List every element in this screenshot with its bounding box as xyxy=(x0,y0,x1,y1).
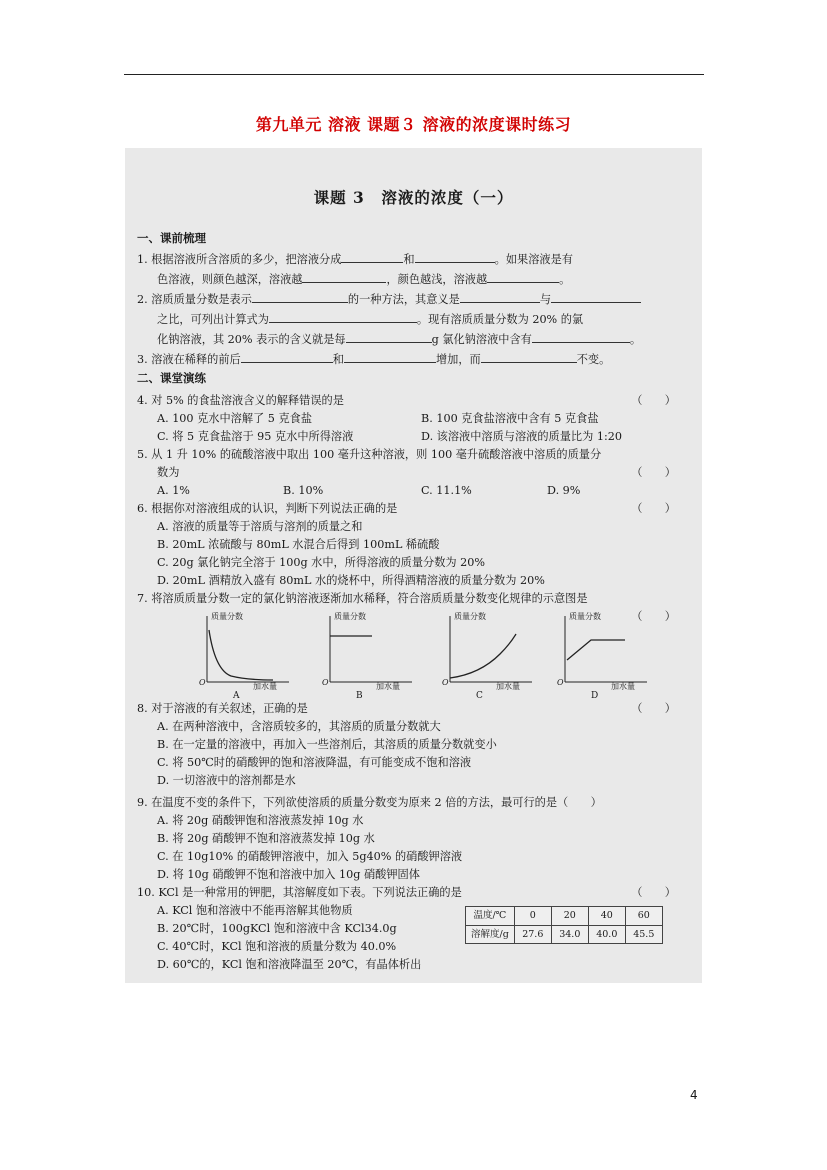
graph-option-d[interactable] xyxy=(555,608,655,703)
graph-letter: D xyxy=(591,691,599,701)
option-9a: A. 将 20g 硝酸钾饱和溶液蒸发掉 10g 水 xyxy=(157,814,364,827)
question-1-line-1: 1. 根据溶液所含溶质的多少，把溶液分成 和 。如果溶液是有 xyxy=(137,250,573,269)
answer-blank[interactable] xyxy=(346,330,432,343)
page-number: 4 xyxy=(690,1088,698,1102)
table-row-header: 溶解度/g xyxy=(466,925,515,944)
lesson-title: 课题 3 溶液的浓度（一） xyxy=(313,188,514,207)
scanned-worksheet xyxy=(125,148,702,983)
question-2-line-3: 化钠溶液，其 20% 表示的含义就是每 g 氯化钠溶液中含有 。 xyxy=(157,330,641,349)
answer-paren[interactable]: （ ） xyxy=(631,502,676,515)
answer-paren[interactable]: （ ） xyxy=(631,886,676,899)
graph-origin: O xyxy=(442,678,449,687)
answer-paren[interactable]: （ ） xyxy=(631,466,676,479)
document-title: 第九单元 溶液 课题３ 溶液的浓度课时练习 xyxy=(255,115,572,134)
table-cell: 34.0 xyxy=(551,925,588,944)
graph-letter: B xyxy=(356,691,363,701)
answer-paren[interactable]: （ ） xyxy=(631,394,676,407)
option-4c: C. 将 5 克食盐溶于 95 克水中所得溶液 xyxy=(157,430,354,443)
answer-blank[interactable] xyxy=(341,250,403,263)
answer-paren[interactable]: （ ） xyxy=(631,702,676,715)
graph-y-label: 质量分数 xyxy=(211,612,243,621)
option-5c: C. 11.1% xyxy=(421,484,472,497)
table-row xyxy=(466,907,663,926)
graph-x-label: 加水量 xyxy=(611,682,635,691)
question-5-line-1: 5. 从 1 升 10% 的硫酸溶液中取出 100 毫升这种溶液，则 100 毫升硫酸溶液中溶质的质量分 xyxy=(137,448,602,461)
option-10b: B. 20℃时，100gKCl 饱和溶液中含 KCl34.0g xyxy=(157,922,397,935)
answer-blank[interactable] xyxy=(481,350,577,363)
question-5-line-2: 数为 xyxy=(157,466,180,479)
graph-letter: A xyxy=(233,691,240,701)
curve-decreasing xyxy=(209,630,273,680)
answer-blank[interactable] xyxy=(344,350,436,363)
question-1-line-2: 色溶液，则颜色越深，溶液越 ，颜色越浅，溶液越 。 xyxy=(157,270,570,289)
option-8c: C. 将 50℃时的硝酸钾的饱和溶液降温，有可能变成不饱和溶液 xyxy=(157,756,472,769)
graph-y-label: 质量分数 xyxy=(454,612,486,621)
option-6c: C. 20g 氯化钠完全溶于 100g 水中，所得溶液的质量分数为 20% xyxy=(157,556,486,569)
table-row xyxy=(466,925,663,944)
answer-blank[interactable] xyxy=(460,290,540,303)
graph-x-label: 加水量 xyxy=(253,682,277,691)
table-cell: 27.6 xyxy=(514,925,551,944)
graph-letter: C xyxy=(476,691,483,701)
table-cell: 40 xyxy=(588,907,625,926)
graph-option-c[interactable] xyxy=(440,608,540,703)
table-cell: 40.0 xyxy=(588,925,625,944)
graph-option-a[interactable] xyxy=(197,608,297,703)
graph-option-b[interactable] xyxy=(320,608,420,703)
question-4: 4. 对 5% 的食盐溶液含义的解释错误的是 xyxy=(137,394,344,407)
option-8d: D. 一切溶液中的溶剂都是水 xyxy=(157,774,296,787)
option-9c: C. 在 10g10% 的硝酸钾溶液中，加入 5g40% 的硝酸钾溶液 xyxy=(157,850,463,863)
option-4a: A. 100 克水中溶解了 5 克食盐 xyxy=(157,412,313,425)
option-5a: A. 1% xyxy=(157,484,190,497)
option-10d: D. 60℃的，KCl 饱和溶液降温至 20℃，有晶体析出 xyxy=(157,958,422,971)
graph-y-label: 质量分数 xyxy=(569,612,601,621)
question-2-line-2: 之比，可列出计算式为 。现有溶质质量分数为 20% 的氯 xyxy=(157,310,583,329)
question-7: 7. 将溶质质量分数一定的氯化钠溶液逐渐加水稀释，符合溶质质量分数变化规律的示意图是 xyxy=(137,592,588,605)
curve-increasing xyxy=(450,634,516,678)
graph-y-label: 质量分数 xyxy=(334,612,366,621)
graph-origin: O xyxy=(557,678,564,687)
table-cell: 0 xyxy=(514,907,551,926)
answer-paren[interactable]: （ ） xyxy=(631,610,676,623)
question-6: 6. 根据你对溶液组成的认识，判断下列说法正确的是 xyxy=(137,502,398,515)
option-4d: D. 该溶液中溶质与溶液的质量比为 1:20 xyxy=(421,430,622,443)
table-cell: 60 xyxy=(625,907,662,926)
answer-blank[interactable] xyxy=(269,310,417,323)
kcl-solubility-table xyxy=(465,906,663,944)
answer-blank[interactable] xyxy=(302,270,386,283)
option-8a: A. 在两种溶液中，含溶质较多的，其溶质的质量分数就大 xyxy=(157,720,441,733)
question-9: 9. 在温度不变的条件下，下列欲使溶质的质量分数变为原来 2 倍的方法，最可行的是（ ） xyxy=(137,796,602,809)
section-heading-1: 一、课前梳理 xyxy=(137,231,206,245)
option-9b: B. 将 20g 硝酸钾不饱和溶液蒸发掉 10g 水 xyxy=(157,832,375,845)
table-cell: 45.5 xyxy=(625,925,662,944)
question-2-line-1: 2. 溶质质量分数是表示 的一种方法，其意义是 与 xyxy=(137,290,641,309)
question-10: 10. KCl 是一种常用的钾肥，其溶解度如下表。下列说法正确的是 xyxy=(137,886,462,899)
option-10c: C. 40℃时，KCl 饱和溶液的质量分数为 40.0% xyxy=(157,940,397,953)
question-8: 8. 对于溶液的有关叙述，正确的是 xyxy=(137,702,308,715)
table-row-header: 温度/℃ xyxy=(466,907,515,926)
option-6a: A. 溶液的质量等于溶质与溶剂的质量之和 xyxy=(157,520,363,533)
header-rule xyxy=(124,74,704,75)
option-4b: B. 100 克食盐溶液中含有 5 克食盐 xyxy=(421,412,599,425)
curve-rise-plateau xyxy=(567,640,625,660)
section-heading-2: 二、课堂演练 xyxy=(137,371,206,385)
question-3: 3. 溶液在稀释的前后 和 增加，而 不变。 xyxy=(137,350,610,369)
answer-blank[interactable] xyxy=(487,270,559,283)
option-5d: D. 9% xyxy=(547,484,581,497)
table-cell: 20 xyxy=(551,907,588,926)
graph-origin: O xyxy=(322,678,329,687)
answer-blank[interactable] xyxy=(241,350,333,363)
option-9d: D. 将 10g 硝酸钾不饱和溶液中加入 10g 硝酸钾固体 xyxy=(157,868,420,881)
graph-x-label: 加水量 xyxy=(496,682,520,691)
option-5b: B. 10% xyxy=(283,484,324,497)
graph-x-label: 加水量 xyxy=(376,682,400,691)
graph-origin: O xyxy=(199,678,206,687)
answer-blank[interactable] xyxy=(532,330,630,343)
option-6b: B. 20mL 浓硫酸与 80mL 水混合后得到 100mL 稀硫酸 xyxy=(157,538,440,551)
answer-blank[interactable] xyxy=(252,290,348,303)
answer-blank[interactable] xyxy=(415,250,495,263)
answer-blank[interactable] xyxy=(551,290,641,303)
option-8b: B. 在一定量的溶液中，再加入一些溶剂后，其溶质的质量分数就变小 xyxy=(157,738,497,751)
option-10a: A. KCl 饱和溶液中不能再溶解其他物质 xyxy=(157,904,353,917)
option-6d: D. 20mL 酒精放入盛有 80mL 水的烧杯中，所得酒精溶液的质量分数为 20% xyxy=(157,574,545,587)
